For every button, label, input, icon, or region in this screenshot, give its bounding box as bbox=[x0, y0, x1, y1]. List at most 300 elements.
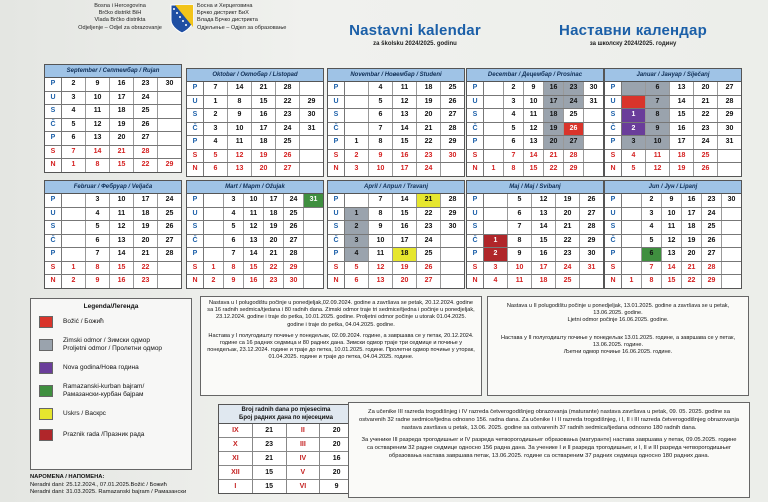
date-cell: 20 bbox=[134, 235, 158, 248]
weekday-label: P bbox=[467, 136, 484, 149]
date-cell: 13 bbox=[524, 136, 544, 149]
date-cell: 4 bbox=[204, 136, 228, 149]
date-cell: 14 bbox=[532, 221, 556, 234]
week-row bbox=[45, 119, 181, 133]
date-cell bbox=[158, 262, 181, 275]
date-cell bbox=[441, 248, 464, 261]
date-cell bbox=[345, 82, 369, 95]
summer-break-latin: Ljetni odmor počinje 16.06.2025. godine. bbox=[567, 317, 669, 324]
date-cell: 28 bbox=[564, 150, 584, 163]
date-cell bbox=[584, 136, 603, 149]
week-row bbox=[187, 82, 323, 96]
date-cell bbox=[62, 235, 86, 248]
date-cell: 5 bbox=[86, 221, 110, 234]
legend-label: Uskrs / Васкрс bbox=[63, 410, 106, 417]
header-left-line: Brčko distrikt BiH bbox=[98, 10, 142, 17]
date-cell bbox=[345, 194, 369, 207]
legend-label: Božić / Божић bbox=[63, 318, 104, 325]
date-cell: 19 bbox=[264, 221, 284, 234]
weekday-label: S bbox=[467, 262, 484, 275]
week-row bbox=[45, 105, 181, 119]
week-row bbox=[45, 235, 181, 249]
weekday-label: S bbox=[605, 109, 622, 122]
weekday-label: N bbox=[328, 275, 345, 288]
date-cell: 22 bbox=[544, 163, 564, 176]
date-cell: 29 bbox=[307, 97, 316, 105]
date-cell: 21 bbox=[682, 262, 702, 275]
week-row bbox=[605, 163, 741, 176]
date-cell: 3 bbox=[345, 163, 369, 176]
week-row bbox=[328, 221, 464, 235]
date-cell: 9 bbox=[86, 78, 110, 91]
date-cell: 12 bbox=[393, 96, 417, 109]
date-cell: 9 bbox=[524, 82, 544, 95]
weekday-label: P bbox=[328, 194, 345, 207]
date-cell: 4 bbox=[369, 82, 393, 95]
weekday-label: Č bbox=[605, 123, 622, 136]
date-cell: 16 bbox=[393, 221, 417, 234]
new-year-swatch bbox=[39, 362, 53, 374]
date-cell bbox=[304, 248, 323, 261]
date-cell: 24 bbox=[417, 163, 441, 176]
working-days-row bbox=[219, 466, 353, 480]
working-days-count: 20 bbox=[332, 441, 341, 448]
month-title: Maj / Мај / Svibanj bbox=[467, 181, 603, 194]
week-row bbox=[45, 194, 181, 208]
date-cell: 18 bbox=[417, 82, 441, 95]
date-cell: 20 bbox=[110, 132, 134, 145]
date-cell: 24 bbox=[165, 196, 174, 203]
date-cell: 1 bbox=[484, 163, 504, 176]
working-days-row bbox=[219, 452, 353, 466]
month-september bbox=[44, 64, 182, 173]
date-cell: 29 bbox=[564, 163, 584, 176]
date-cell: 29 bbox=[725, 111, 734, 118]
date-cell: 3 bbox=[345, 235, 369, 248]
date-cell: 18 bbox=[670, 150, 694, 163]
date-cell bbox=[622, 82, 646, 95]
final-classes-latin: Za učenike III razreda trogodišnjeg i IV razreda četverogodišnjeg obrazovanja (maturante) nastava završava u petak, 09. 05. 2025. godine sa ostvarenih 32 radne sedmice/tjedna odnosno 156. radna dana. Za učenike I i II razreda trogodišnjeg, i I, II i III razreda četverogodišnjeg obrazovanja nastava završava u petak, 13.06. 2025. godine sa ostvarenih 37 radnih sedmica/tjedana odnosno 180 radnih dana. bbox=[359, 409, 739, 431]
date-cell: 7 bbox=[224, 248, 244, 261]
date-cell: 1 bbox=[622, 109, 646, 122]
date-cell: 20 bbox=[264, 235, 284, 248]
weekday-label: P bbox=[45, 132, 62, 145]
date-cell: 2 bbox=[204, 275, 224, 288]
date-cell: 8 bbox=[224, 262, 244, 275]
date-cell: 11 bbox=[508, 275, 532, 288]
legend-item-easter bbox=[39, 408, 191, 420]
date-cell bbox=[484, 109, 504, 122]
week-row bbox=[187, 109, 323, 123]
date-cell: 21 bbox=[544, 150, 564, 163]
week-row bbox=[328, 123, 464, 137]
date-cell bbox=[62, 194, 86, 207]
date-cell: 2 bbox=[484, 248, 508, 261]
date-cell: 2 bbox=[345, 150, 369, 163]
week-row bbox=[45, 78, 181, 92]
date-cell: 11 bbox=[228, 136, 252, 149]
week-row bbox=[45, 221, 181, 235]
weekday-label: S bbox=[45, 105, 62, 118]
date-cell: 18 bbox=[110, 105, 134, 118]
date-cell: 26 bbox=[165, 223, 174, 230]
date-cell: 31 bbox=[304, 194, 323, 207]
final-classes-cyrillic: За ученике III разреда трогодишњег и IV разреда четворогодишњег образовања (матуранте) настава завршава у петак, 09.05.2025. године са оствареним 32 радне седмице односно 156 радна дана. За ученике I и II разреда трогодишњег, и I, II и III разреда четворогодишњег образовања настава завршава петак, 13.06.2025. године са оствареним 37 радних седмица односно 180 радних дана. bbox=[361, 437, 737, 459]
date-cell: 24 bbox=[134, 92, 158, 105]
week-row bbox=[328, 248, 464, 262]
date-cell: 4 bbox=[224, 208, 244, 221]
date-cell: 17 bbox=[252, 123, 276, 136]
date-cell: 3 bbox=[504, 96, 524, 109]
date-cell: 25 bbox=[564, 109, 584, 122]
date-cell: 6 bbox=[508, 208, 532, 221]
weekday-label: S bbox=[467, 150, 484, 163]
date-cell: 29 bbox=[587, 236, 596, 244]
week-row bbox=[467, 150, 603, 164]
date-cell: 14 bbox=[393, 194, 417, 207]
date-cell: 7 bbox=[504, 150, 524, 163]
week-row bbox=[187, 96, 323, 110]
weekday-label: P bbox=[45, 78, 62, 91]
date-cell: 5 bbox=[62, 119, 86, 132]
date-cell: 7 bbox=[508, 221, 532, 234]
date-cell: 24 bbox=[276, 123, 300, 136]
weekday-label: P bbox=[328, 248, 345, 261]
date-cell: 12 bbox=[524, 123, 544, 136]
date-cell: 21 bbox=[110, 146, 134, 159]
note-line: Neradni dani: 25.12.2024., 07.01.2025.Božić / Божић bbox=[30, 481, 167, 488]
date-cell: 14 bbox=[393, 123, 417, 136]
date-cell: 22 bbox=[682, 275, 702, 288]
labour-day-swatch bbox=[39, 429, 53, 441]
date-cell: 17 bbox=[532, 262, 556, 275]
date-cell: 29 bbox=[448, 138, 457, 145]
date-cell: 29 bbox=[448, 209, 457, 217]
date-cell: 16 bbox=[252, 109, 276, 122]
date-cell bbox=[304, 235, 323, 248]
weekday-label: Č bbox=[467, 235, 484, 248]
date-cell bbox=[304, 262, 323, 275]
date-cell: 28 bbox=[448, 124, 457, 132]
bajram-swatch bbox=[39, 385, 53, 397]
date-cell bbox=[622, 221, 642, 234]
date-cell: 26 bbox=[134, 119, 158, 132]
date-cell: 22 bbox=[134, 262, 158, 275]
weekday-label: P bbox=[467, 194, 484, 207]
date-cell: 25 bbox=[284, 208, 304, 221]
date-cell: 23 bbox=[417, 221, 441, 234]
working-days-rows bbox=[219, 424, 353, 493]
date-cell: 10 bbox=[86, 92, 110, 105]
date-cell: 2 bbox=[62, 275, 86, 288]
date-cell: 17 bbox=[393, 163, 417, 176]
date-cell: 14 bbox=[670, 96, 694, 109]
weekday-label: P bbox=[187, 194, 204, 207]
week-row bbox=[45, 132, 181, 146]
weekday-label: Č bbox=[45, 119, 62, 132]
month-numeral: VI bbox=[287, 480, 321, 493]
date-cell: 13 bbox=[532, 208, 556, 221]
date-cell: 22 bbox=[417, 136, 441, 149]
date-cell: 22 bbox=[134, 159, 158, 172]
date-cell: 24 bbox=[564, 96, 584, 109]
date-cell bbox=[300, 82, 323, 95]
week-row bbox=[187, 123, 323, 137]
date-cell: 13 bbox=[393, 109, 417, 122]
month-title: Novembar / Новембар / Studeni bbox=[328, 69, 464, 82]
date-cell: 11 bbox=[524, 109, 544, 122]
date-cell: 7 bbox=[642, 262, 662, 275]
week-row bbox=[605, 109, 741, 123]
date-cell: 19 bbox=[417, 96, 441, 109]
weekday-label: S bbox=[605, 150, 622, 163]
week-row bbox=[328, 96, 464, 110]
date-cell: 20 bbox=[393, 275, 417, 288]
header-left-institution bbox=[72, 3, 168, 32]
working-days-row bbox=[219, 438, 353, 452]
date-cell bbox=[304, 208, 323, 221]
date-cell: 21 bbox=[417, 123, 441, 136]
legend-title: Legenda/Легенда bbox=[83, 303, 139, 310]
first-semester-cyrillic: Настава у I полугодишту почиње у понедељак, 02.09.2024. године, а завршава се у петак, 20.12.2024. године са 16 радних седмица и 80 радних дана. Зимски одмор траје три седмице и почиње у понедељак, 23.12.2024. године и траје до петка, 10.01.2025. године. Пролетни одмор почиње у уторак, 01.04.2025. године и траје до петка, 04.04.2025. године. bbox=[207, 332, 475, 361]
date-cell bbox=[484, 123, 504, 136]
date-cell: 20 bbox=[252, 163, 276, 176]
date-cell: 24 bbox=[694, 136, 718, 149]
weekday-label: P bbox=[187, 136, 204, 149]
legend-item-bajram bbox=[39, 383, 191, 399]
week-row bbox=[328, 109, 464, 123]
subtitle-latin: za školsku 2024/2025. godinu bbox=[373, 41, 457, 47]
weekday-label: S bbox=[328, 221, 345, 234]
date-cell: 3 bbox=[642, 208, 662, 221]
weekday-label: S bbox=[605, 262, 622, 275]
date-cell: 18 bbox=[532, 275, 556, 288]
date-cell: 3 bbox=[86, 194, 110, 207]
date-cell: 10 bbox=[369, 163, 393, 176]
date-cell: 6 bbox=[86, 235, 110, 248]
date-cell: 10 bbox=[244, 194, 264, 207]
date-cell: 9 bbox=[228, 109, 252, 122]
date-cell: 22 bbox=[417, 208, 441, 221]
date-cell: 12 bbox=[532, 194, 556, 207]
date-cell bbox=[584, 163, 603, 176]
first-semester-latin: Nastava u I polugodištu počinje u ponedjeljak,02.09.2024. godine a završava se petak, 20.12.2024. godine sa 16 radnih sedmica/tjedana i 80 radnih dana. Zimski odmor traje tri sedmice/tjedna i počinje u ponedjeljak, 23.12.2024. godine i traje do petka, 10.01.2025. godine. Proljetni odmor počinje u utorak 01.04.2025. godine i traje do petka, 04.04.2025. godine. bbox=[207, 300, 475, 328]
week-row bbox=[187, 208, 323, 222]
date-cell: 2 bbox=[345, 221, 369, 234]
weekday-label: P bbox=[328, 136, 345, 149]
date-cell: 28 bbox=[276, 82, 300, 95]
date-cell: 20 bbox=[682, 248, 702, 261]
month-december bbox=[466, 68, 604, 177]
date-cell: 8 bbox=[369, 136, 393, 149]
date-cell: 29 bbox=[702, 275, 722, 288]
date-cell: 16 bbox=[532, 248, 556, 261]
second-semester-latin: Nastava u II polugodištu počinje u ponedjeljak, 13.01.2025. godine a završava se u petak, 13.06.2025. godine. bbox=[506, 303, 730, 317]
date-cell: 20 bbox=[417, 109, 441, 122]
date-cell bbox=[158, 275, 181, 288]
date-cell: 13 bbox=[670, 82, 694, 95]
week-row bbox=[605, 221, 741, 235]
date-cell: 21 bbox=[134, 248, 158, 261]
date-cell: 7 bbox=[646, 96, 670, 109]
month-numeral: IV bbox=[287, 452, 321, 465]
weekday-label: S bbox=[328, 150, 345, 163]
weekday-label: Č bbox=[467, 123, 484, 136]
date-cell: 17 bbox=[393, 235, 417, 248]
date-cell: 11 bbox=[369, 248, 393, 261]
date-cell bbox=[158, 105, 181, 118]
header-right-line: Влада Брчко дистрикта bbox=[197, 17, 258, 24]
week-row bbox=[605, 150, 741, 164]
week-row bbox=[45, 275, 181, 288]
date-cell: 30 bbox=[448, 223, 457, 230]
date-cell: 4 bbox=[484, 275, 508, 288]
weekday-label: U bbox=[328, 96, 345, 109]
date-cell: 27 bbox=[165, 236, 174, 244]
date-cell: 16 bbox=[682, 194, 702, 207]
date-cell: 15 bbox=[393, 208, 417, 221]
date-cell: 31 bbox=[307, 124, 316, 132]
week-row bbox=[45, 262, 181, 276]
date-cell: 27 bbox=[564, 136, 584, 149]
date-cell: 21 bbox=[556, 221, 580, 234]
date-cell: 8 bbox=[646, 109, 670, 122]
date-cell: 21 bbox=[264, 248, 284, 261]
date-cell: 4 bbox=[86, 208, 110, 221]
date-cell: 26 bbox=[564, 123, 584, 136]
date-cell: 10 bbox=[662, 208, 682, 221]
date-cell bbox=[584, 150, 603, 163]
legend-item-labour-day bbox=[39, 429, 191, 441]
week-row bbox=[467, 123, 603, 137]
date-cell: 27 bbox=[134, 132, 158, 145]
week-row bbox=[187, 221, 323, 235]
date-cell: 8 bbox=[369, 208, 393, 221]
date-cell: 8 bbox=[642, 275, 662, 288]
date-cell bbox=[722, 221, 741, 234]
date-cell bbox=[622, 248, 642, 261]
date-cell bbox=[622, 96, 646, 109]
date-cell: 6 bbox=[646, 82, 670, 95]
weekday-label: Č bbox=[187, 123, 204, 136]
working-days-count: 21 bbox=[253, 452, 287, 465]
date-cell: 26 bbox=[702, 235, 722, 248]
week-row bbox=[605, 136, 741, 150]
date-cell: 23 bbox=[694, 123, 718, 136]
weekday-label: S bbox=[328, 109, 345, 122]
date-cell: 10 bbox=[524, 96, 544, 109]
date-cell: 12 bbox=[228, 150, 252, 163]
date-cell: 1 bbox=[62, 159, 86, 172]
date-cell: 19 bbox=[134, 221, 158, 234]
date-cell: 31 bbox=[725, 138, 734, 145]
date-cell: 11 bbox=[110, 208, 134, 221]
date-cell: 21 bbox=[417, 194, 441, 207]
date-cell: 27 bbox=[702, 248, 722, 261]
christmas-swatch bbox=[39, 316, 53, 328]
week-row bbox=[605, 248, 741, 262]
working-days-count: 23 bbox=[253, 438, 287, 451]
date-cell: 2 bbox=[642, 194, 662, 207]
date-cell: 28 bbox=[725, 97, 734, 105]
date-cell: 1 bbox=[62, 262, 86, 275]
legend-label: Praznik rada /Празник рада bbox=[63, 431, 145, 438]
date-cell: 9 bbox=[662, 194, 682, 207]
date-cell: 15 bbox=[252, 96, 276, 109]
date-cell: 4 bbox=[504, 109, 524, 122]
month-numeral: II bbox=[287, 424, 321, 437]
date-cell: 23 bbox=[556, 248, 580, 261]
weekday-label: P bbox=[467, 82, 484, 95]
date-cell: 5 bbox=[224, 221, 244, 234]
date-cell bbox=[484, 150, 504, 163]
week-row bbox=[187, 136, 323, 150]
month-title: September / Септембар / Rujan bbox=[45, 65, 181, 78]
legend-box bbox=[30, 298, 192, 470]
date-cell: 4 bbox=[345, 248, 369, 261]
winter-break-swatch bbox=[39, 339, 53, 351]
date-cell: 27 bbox=[725, 84, 734, 91]
date-cell: 25 bbox=[556, 275, 580, 288]
title-latin: Nastavni kalendar bbox=[349, 22, 481, 39]
weekday-label: N bbox=[45, 159, 62, 172]
date-cell bbox=[441, 235, 464, 248]
header-right-line: Одјељење – Одјел за образовање bbox=[197, 24, 287, 31]
week-row bbox=[328, 262, 464, 276]
date-cell: 27 bbox=[448, 111, 457, 118]
week-row bbox=[328, 163, 464, 176]
date-cell: 17 bbox=[264, 194, 284, 207]
date-cell: 8 bbox=[228, 96, 252, 109]
date-cell bbox=[484, 221, 508, 234]
date-cell: 9 bbox=[86, 275, 110, 288]
month-title: Mart / Март / Ožujak bbox=[187, 181, 323, 194]
date-cell: 19 bbox=[393, 262, 417, 275]
month-title: Februar / Фебруар / Veljača bbox=[45, 181, 181, 194]
second-semester-info bbox=[487, 296, 749, 396]
date-cell: 14 bbox=[110, 248, 134, 261]
date-cell: 31 bbox=[589, 97, 598, 105]
date-cell bbox=[622, 208, 642, 221]
date-cell: 12 bbox=[369, 262, 393, 275]
weekday-label: N bbox=[328, 163, 345, 176]
weekday-label: S bbox=[187, 262, 204, 275]
date-cell: 5 bbox=[642, 235, 662, 248]
title-cyrillic: Наставни календар bbox=[559, 22, 707, 39]
first-semester-info bbox=[200, 296, 482, 396]
weekday-label: P bbox=[187, 248, 204, 261]
weekday-label: U bbox=[187, 208, 204, 221]
summer-break-cyrillic: Љетни одмор почиње 16.06.2025. године. bbox=[563, 349, 673, 356]
date-cell bbox=[204, 248, 224, 261]
header-left-line: Vlada Brčko distrikta bbox=[94, 17, 146, 24]
date-cell: 12 bbox=[110, 221, 134, 234]
week-row bbox=[328, 82, 464, 96]
weekday-label: U bbox=[605, 208, 622, 221]
weekday-label: P bbox=[45, 248, 62, 261]
weekday-label: U bbox=[45, 208, 62, 221]
date-cell: 23 bbox=[564, 82, 584, 95]
date-cell bbox=[345, 109, 369, 122]
week-row bbox=[328, 194, 464, 208]
date-cell: 1 bbox=[204, 96, 228, 109]
date-cell: 14 bbox=[228, 82, 252, 95]
date-cell: 25 bbox=[417, 248, 441, 261]
date-cell: 4 bbox=[62, 105, 86, 118]
weekday-label: P bbox=[605, 194, 622, 207]
subtitle-cyrillic: за школску 2024/2025. годину bbox=[589, 41, 677, 47]
date-cell: 27 bbox=[417, 275, 441, 288]
